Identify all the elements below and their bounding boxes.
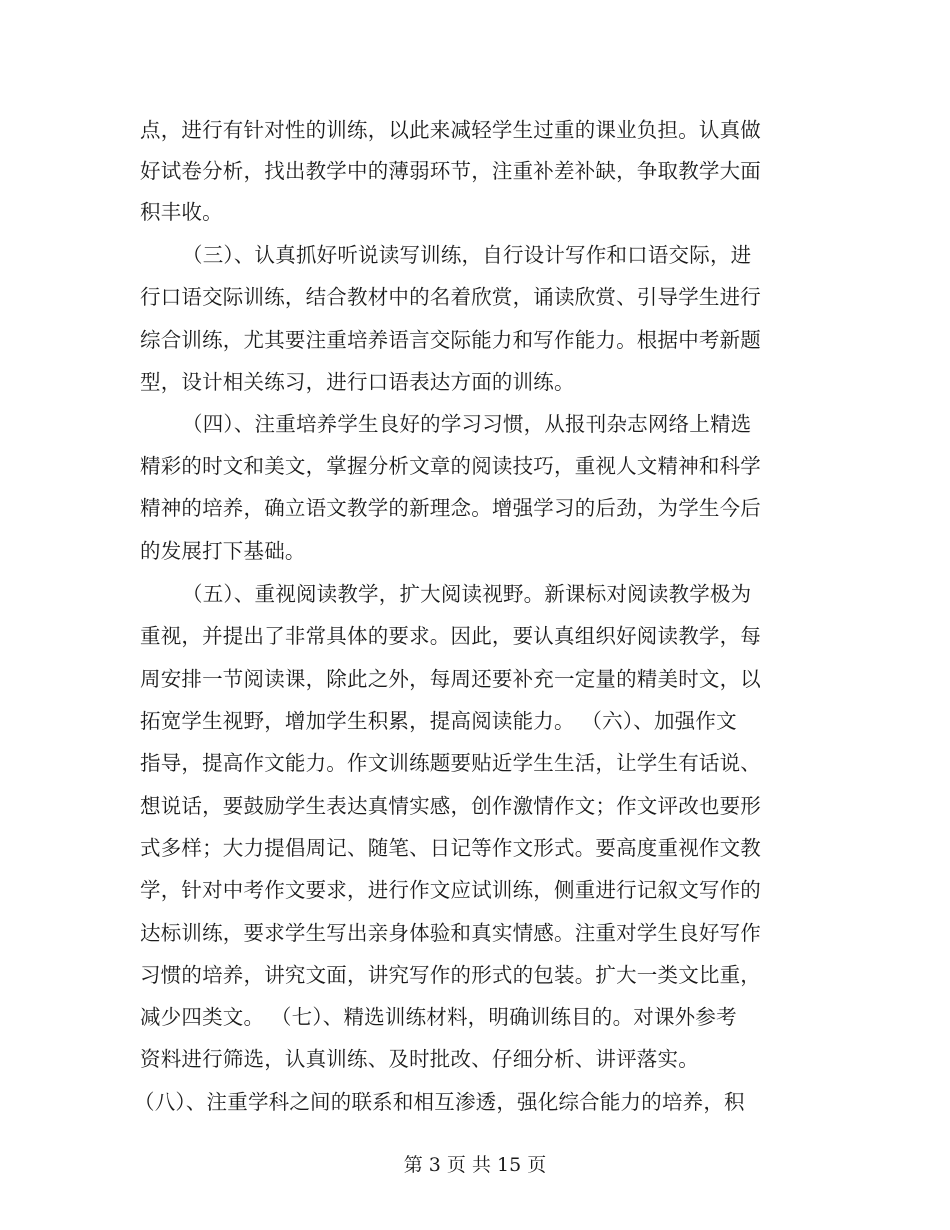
text-line: （五）、重视阅读教学，扩大阅读视野。新课标对阅读教学极为: [182, 582, 752, 606]
text-line: （四）、注重培养学生良好的学习习惯，从报刊杂志网络上精选: [182, 412, 752, 436]
text-line: 精神的培养，确立语文教学的新理念。增强学习的后劲，为学生今后: [140, 496, 761, 520]
text-line: 学，针对中考作文要求，进行作文应试训练，侧重进行记叙文写作的: [140, 878, 761, 902]
text-line: 资料进行筛选，认真训练、及时批改、仔细分析、讲评落实。: [140, 1047, 699, 1071]
text-line: 重视，并提出了非常具体的要求。因此，要认真组织好阅读教学，每: [140, 624, 761, 648]
text-line: 行口语交际训练，结合教材中的名着欣赏，诵读欣赏、引导学生进行: [140, 285, 761, 309]
text-line: （三）、认真抓好听说读写训练，自行设计写作和口语交际，进: [182, 243, 752, 267]
text-line: 精彩的时文和美文，掌握分析文章的阅读技巧，重视人文精神和科学: [140, 454, 761, 478]
text-line: 减少四类文。 （七）、精选训练材料，明确训练目的。对课外参考: [140, 1005, 737, 1029]
text-line: 式多样；大力提倡周记、随笔、日记等作文形式。要高度重视作文教: [140, 836, 761, 860]
text-line: 想说话，要鼓励学生表达真情实感，创作激情作文；作文评改也要形: [140, 794, 761, 818]
text-line: 型，设计相关练习，进行口语表达方面的训练。: [140, 370, 575, 394]
text-line: 习惯的培养，讲究文面，讲究写作的形式的包装。扩大一类文比重，: [140, 963, 761, 987]
text-line: （八）、注重学科之间的联系和相互渗透，强化综合能力的培养，积: [134, 1090, 745, 1114]
text-line: 的发展打下基础。: [140, 539, 306, 563]
text-line: 点，进行有针对性的训练，以此来减轻学生过重的课业负担。认真做: [140, 118, 761, 142]
text-line: 好试卷分析，找出教学中的薄弱环节，注重补差补缺，争取教学大面: [140, 159, 761, 183]
text-line: 综合训练，尤其要注重培养语言交际能力和写作能力。根据中考新题: [140, 328, 761, 352]
text-line: 指导，提高作文能力。作文训练题要贴近学生生活，让学生有话说、: [140, 751, 761, 775]
text-line: 周安排一节阅读课，除此之外，每周还要补充一定量的精美时文，以: [140, 667, 761, 691]
text-line: 积丰收。: [140, 200, 223, 224]
page-number-footer: 第 3 页 共 15 页: [403, 1154, 547, 1176]
text-line: 达标训练，要求学生写出亲身体验和真实情感。注重对学生良好写作: [140, 921, 761, 945]
text-line: 拓宽学生视野，增加学生积累，提高阅读能力。 （六）、加强作文: [140, 709, 737, 733]
